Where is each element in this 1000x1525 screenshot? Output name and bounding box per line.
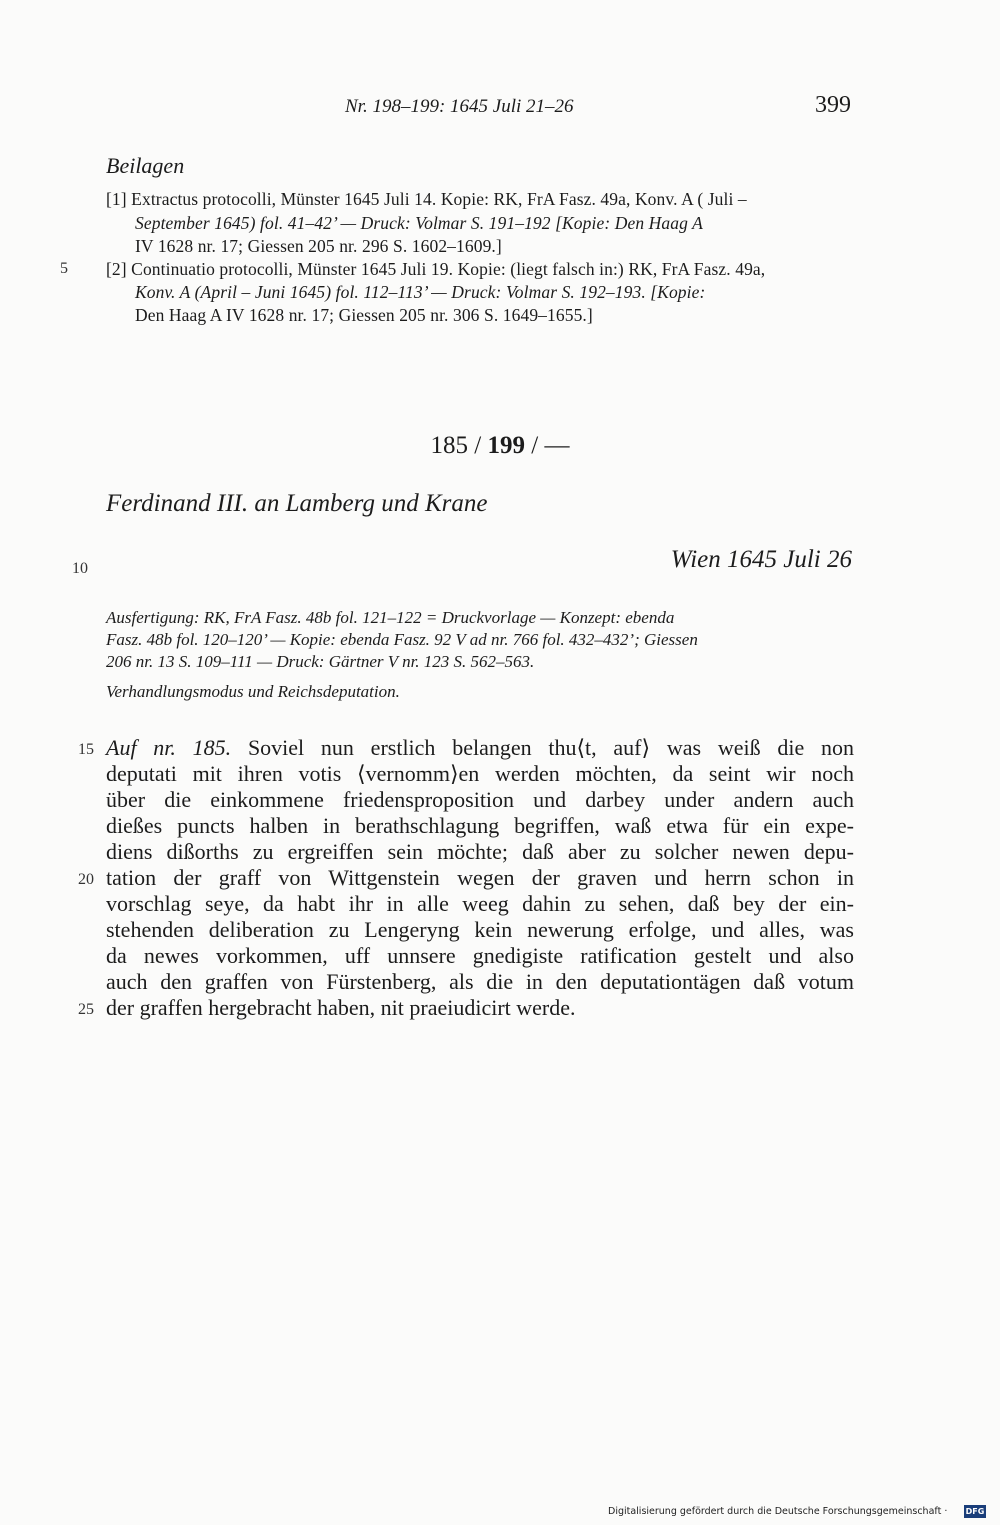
- body-line: diens dißorths zu ergreiffen sein möchte; daß aber zu solcher newen depu-: [106, 839, 854, 864]
- source-line: Ausfertigung: RK, FrA Fasz. 48b fol. 121–122 = Druckvorlage — Konzept: ebenda: [106, 608, 675, 627]
- body-line: dießes puncts halben in berathschlagung begriffen, waß etwa für ein expe-: [106, 813, 854, 838]
- page-number: 399: [815, 92, 851, 118]
- beilage-line: [1] Extractus protocolli, Münster 1645 Juli 14. Kopie: RK, FrA Fasz. 49a, Konv. A ( Juli –: [106, 189, 747, 209]
- body-line: tation der graff von Wittgenstein wegen der graven und herrn schon in: [106, 865, 854, 890]
- body-line: da newes vorkommen, uff unnsere gnedigiste ratification gestelt und also: [106, 943, 854, 968]
- dfg-logo-icon: DFG: [965, 1507, 985, 1516]
- line-number: 25: [78, 1001, 94, 1018]
- source-line: Fasz. 48b fol. 120–120’ — Kopie: ebenda Fasz. 92 V ad nr. 766 fol. 432–432’; Giessen: [106, 630, 698, 649]
- beilage-line: IV 1628 nr. 17; Giessen 205 nr. 296 S. 1602–1609.]: [135, 236, 502, 256]
- line-number: 15: [78, 741, 94, 758]
- beilage-line: Den Haag A IV 1628 nr. 17; Giessen 205 nr. 306 S. 1649–1655.]: [135, 305, 593, 325]
- line-number: 10: [72, 560, 88, 577]
- line-number: 20: [78, 871, 94, 888]
- digitization-credit: Digitalisierung gefördert durch die Deutsche Forschungsgemeinschaft ·: [608, 1506, 948, 1517]
- beilage-line: September 1645) fol. 41–42’ — Druck: Volmar S. 191–192 [Kopie: Den Haag A: [135, 213, 703, 233]
- beilage-line: [2] Continuatio protocolli, Münster 1645 Juli 19. Kopie: (liegt falsch in:) RK, FrA Fasz. 49a,: [106, 259, 766, 279]
- source-line: 206 nr. 13 S. 109–111 — Druck: Gärtner V nr. 123 S. 562–563.: [106, 652, 535, 671]
- running-title: Nr. 198–199: 1645 Juli 21–26: [345, 96, 574, 117]
- body-line: der graffen hergebracht haben, nit praeiudicirt werde.: [106, 995, 576, 1020]
- body-reference: Auf nr. 185.: [106, 735, 232, 760]
- document-title: Ferdinand III. an Lamberg und Krane: [106, 490, 488, 517]
- document-number: 185 / 199 / —: [430, 432, 570, 459]
- beilagen-heading: Beilagen: [106, 153, 185, 178]
- subject-line: Verhandlungsmodus und Reichsdeputation.: [106, 682, 400, 701]
- body-line: stehenden deliberation zu Lengeryng kein newerung erfolge, und alles, was: [106, 917, 854, 942]
- body-line: vorschlag seye, da habt ihr in alle weeg dahin zu sehen, daß bey der ein-: [106, 891, 854, 916]
- body-line: auch den graffen von Fürstenberg, als die in den deputationtägen daß votum: [106, 969, 854, 994]
- beilage-line: Konv. A (April – Juni 1645) fol. 112–113’ — Druck: Volmar S. 192–193. [Kopie:: [135, 282, 706, 302]
- body-line: über die einkommene friedensproposition und darbey under andern auch: [106, 787, 854, 812]
- place-date: Wien 1645 Juli 26: [670, 546, 852, 573]
- line-number: 5: [60, 260, 68, 277]
- body-line: deputati mit ihren votis ⟨vernomm⟩en werden möchten, da seint wir noch: [106, 761, 854, 786]
- body-line: Auf nr. 185. Soviel nun erstlich belangen thu⟨t, auf⟩ was weiß die non: [106, 735, 854, 760]
